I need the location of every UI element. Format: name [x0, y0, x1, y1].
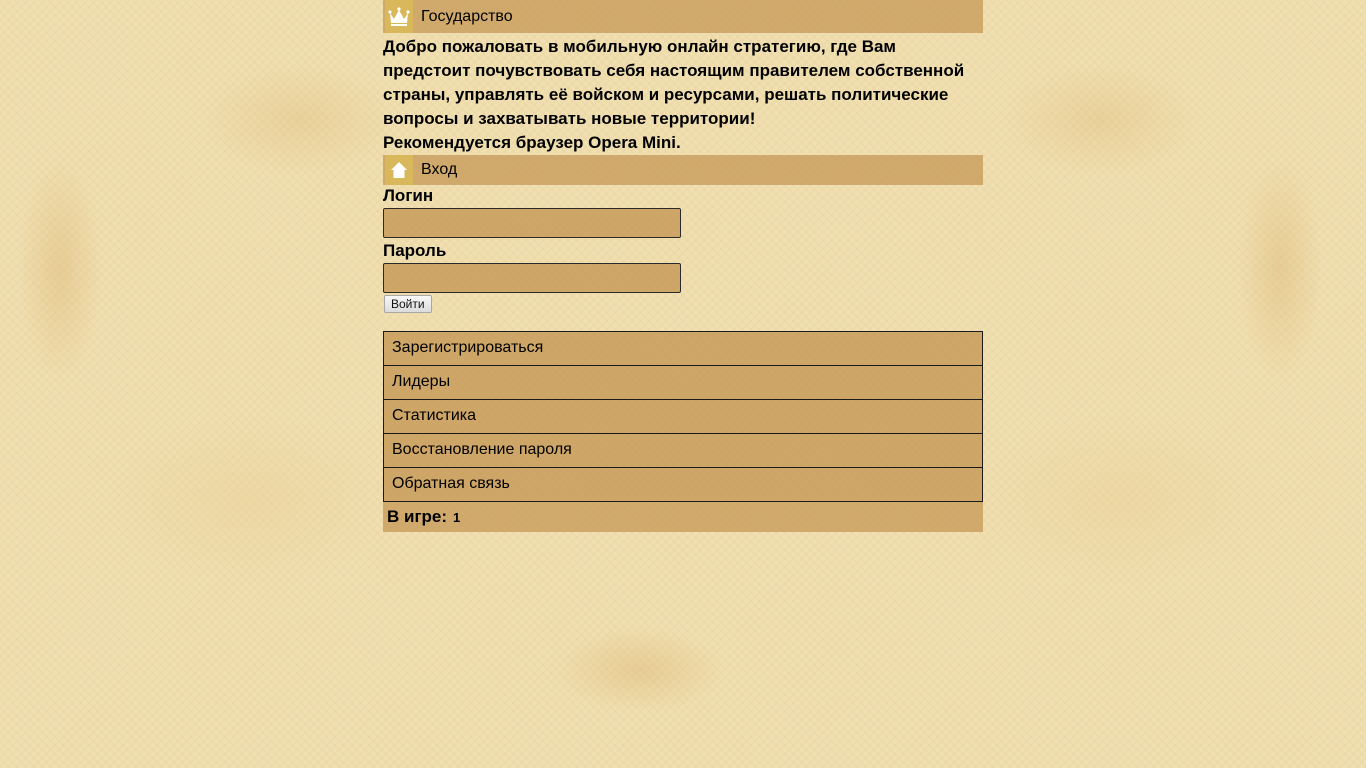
login-label: Логин: [383, 186, 434, 205]
online-status-bar: [383, 502, 983, 532]
crown-icon: [385, 0, 413, 33]
statistics-link[interactable]: Статистика: [383, 400, 983, 434]
home-icon: [385, 155, 413, 185]
login-title: Вход: [421, 161, 458, 178]
password-recovery-link[interactable]: Восстановление пароля: [383, 434, 983, 468]
online-count: 1: [453, 509, 461, 525]
password-label: Пароль: [383, 241, 447, 260]
password-input[interactable]: [383, 263, 681, 293]
intro-text: [383, 33, 983, 155]
browser-note: Рекомендуется браузер Opera Mini.: [383, 133, 681, 152]
main-menu: [383, 331, 983, 502]
login-button[interactable]: Войти: [384, 295, 432, 313]
header-title: Государство: [421, 7, 513, 25]
leaders-link[interactable]: Лидеры: [383, 366, 983, 400]
online-label: В игре:: [387, 507, 448, 526]
page-container: [383, 0, 983, 532]
header-bar: [383, 0, 983, 33]
login-input[interactable]: [383, 208, 681, 238]
login-header-bar: [383, 155, 983, 185]
feedback-link[interactable]: Обратная связь: [383, 468, 983, 502]
login-form: [383, 185, 983, 313]
register-link[interactable]: Зарегистрироваться: [383, 332, 983, 366]
welcome-text: Добро пожаловать в мобильную онлайн стратегию, где Вам предстоит почувствовать себя настоящим правителем собственной страны, управлять её войском и ресурсами, решать политические вопросы и захватывать новые территории!: [383, 37, 965, 128]
